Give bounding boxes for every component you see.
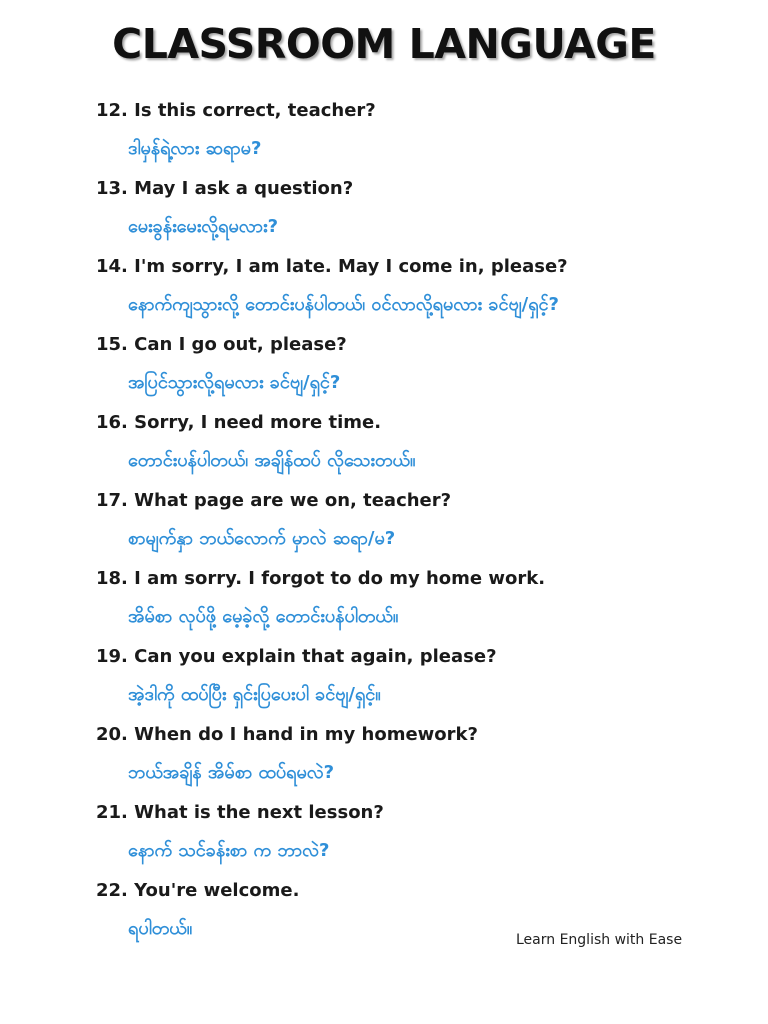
phrase-item bbox=[96, 408, 716, 486]
english-phrase: 13. May I ask a question? bbox=[96, 178, 354, 199]
burmese-translation: ရပါတယ်။ bbox=[128, 918, 193, 939]
burmese-translation: အဲ့ဒါကို ထပ်ပြီး ရှင်းပြပေးပါ ခင်ဗျ/ရှင့်။ bbox=[128, 684, 381, 705]
burmese-translation: နောက် သင်ခန်းစာ က ဘာလဲ? bbox=[128, 840, 330, 861]
phrase-item bbox=[96, 798, 716, 876]
english-phrase: 18. I am sorry. I forgot to do my home work. bbox=[96, 568, 546, 589]
phrase-item bbox=[96, 486, 716, 564]
english-phrase: 22. You're welcome. bbox=[96, 880, 300, 901]
burmese-translation: အိမ်စာ လုပ်ဖို့ မေ့ခဲ့လို့ တောင်းပန်ပါတယ်။ bbox=[128, 606, 399, 627]
english-phrase: 17. What page are we on, teacher? bbox=[96, 490, 452, 511]
english-phrase: 21. What is the next lesson? bbox=[96, 802, 384, 823]
phrase-item bbox=[96, 252, 716, 330]
english-phrase: 12. Is this correct, teacher? bbox=[96, 100, 376, 121]
burmese-translation: အပြင်သွားလို့ရမလား ခင်ဗျ/ရှင့်? bbox=[128, 372, 341, 393]
burmese-translation: နောက်ကျသွားလို့ တောင်းပန်ပါတယ်၊ ဝင်လာလို့ရမလား ခင်ဗျ/ရှင့်? bbox=[128, 294, 559, 315]
phrase-item bbox=[96, 330, 716, 408]
burmese-translation: မေးခွန်းမေးလို့ရမလား? bbox=[128, 216, 279, 237]
burmese-translation: ဒါမှန်ရဲ့လား ဆရာမ? bbox=[128, 138, 262, 159]
english-phrase: 16. Sorry, I need more time. bbox=[96, 412, 382, 433]
burmese-translation: တောင်းပန်ပါတယ်၊ အချိန်ထပ် လိုသေးတယ်။ bbox=[128, 450, 416, 471]
burmese-translation: ဘယ်အချိန် အိမ်စာ ထပ်ရမလဲ? bbox=[128, 762, 335, 783]
english-phrase: 14. I'm sorry, I am late. May I come in, please? bbox=[96, 256, 568, 277]
footer-tagline: Learn English with Ease bbox=[516, 932, 683, 948]
english-phrase: 20. When do I hand in my homework? bbox=[96, 724, 478, 745]
phrase-list bbox=[96, 96, 716, 954]
english-phrase: 19. Can you explain that again, please? bbox=[96, 646, 497, 667]
phrase-item bbox=[96, 564, 716, 642]
phrase-item bbox=[96, 174, 716, 252]
phrase-item bbox=[96, 642, 716, 720]
page-title: CLASSROOM LANGUAGE bbox=[112, 20, 656, 68]
phrase-item bbox=[96, 720, 716, 798]
burmese-translation: စာမျက်နှာ ဘယ်လောက် မှာလဲ ဆရာ/မ? bbox=[128, 528, 396, 549]
phrase-item bbox=[96, 96, 716, 174]
english-phrase: 15. Can I go out, please? bbox=[96, 334, 347, 355]
